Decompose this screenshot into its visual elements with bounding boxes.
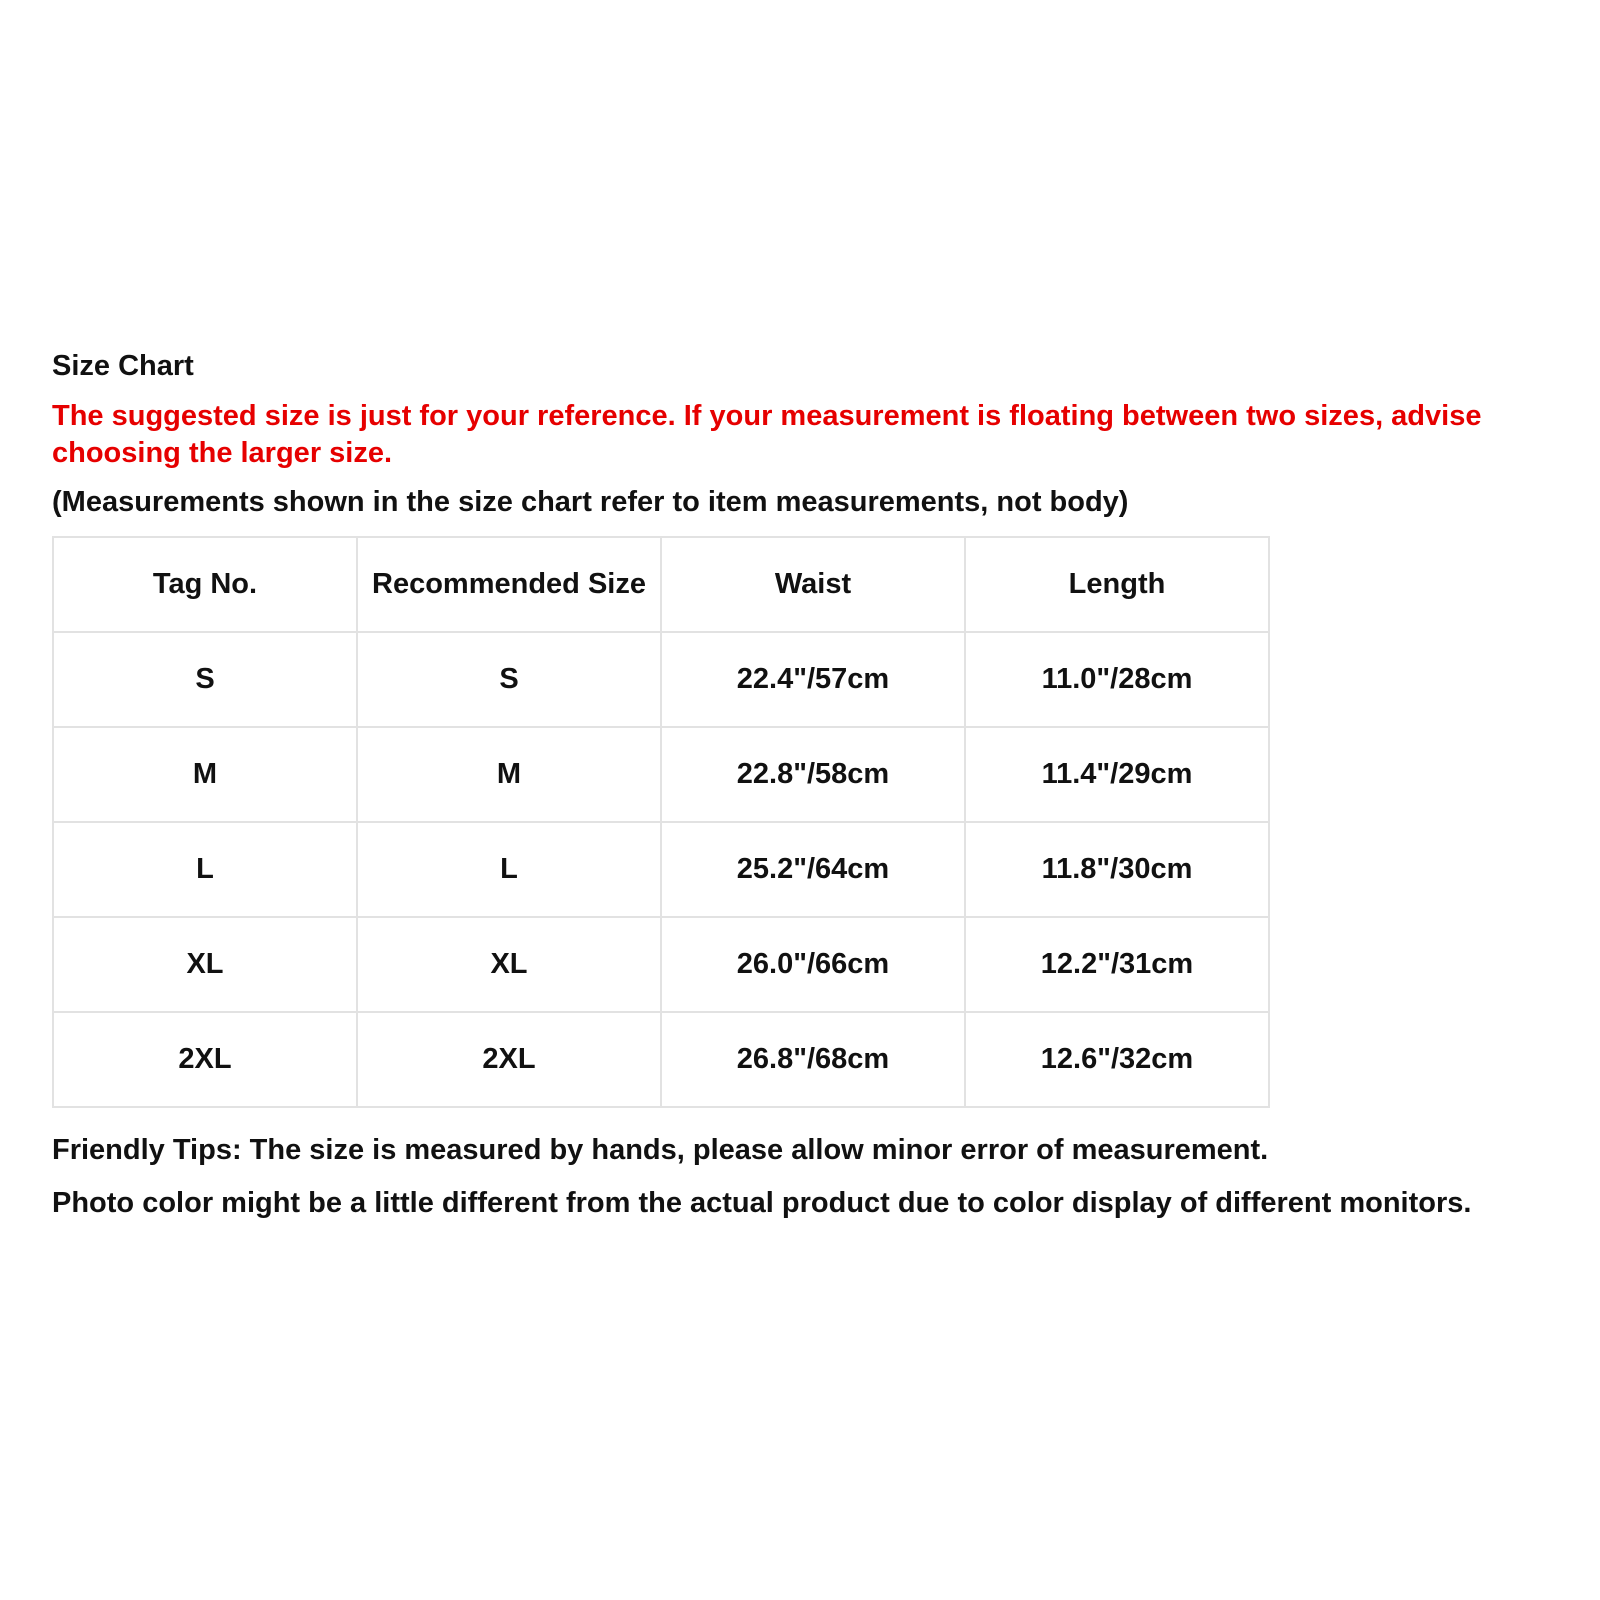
header-recommended-size: Recommended Size — [357, 537, 661, 632]
cell-waist: 22.8"/58cm — [661, 727, 965, 822]
cell-length: 11.0"/28cm — [965, 632, 1269, 727]
size-chart-content — [52, 348, 1572, 1238]
cell-waist: 25.2"/64cm — [661, 822, 965, 917]
cell-tag-no: L — [53, 822, 357, 917]
table-header-row — [53, 537, 1269, 632]
cell-tag-no: S — [53, 632, 357, 727]
table-row — [53, 822, 1269, 917]
cell-waist: 26.8"/68cm — [661, 1012, 965, 1107]
size-table — [52, 536, 1270, 1108]
table-row — [53, 917, 1269, 1012]
cell-waist: 22.4"/57cm — [661, 632, 965, 727]
cell-length: 11.4"/29cm — [965, 727, 1269, 822]
header-waist: Waist — [661, 537, 965, 632]
page-title: Size Chart — [52, 350, 194, 382]
cell-recommended-size: M — [357, 727, 661, 822]
size-suggestion-note: The suggested size is just for your reference. If your measurement is floating between two sizes, advise choosing the larger size. — [52, 400, 1482, 469]
table-row — [53, 632, 1269, 727]
table-row — [53, 1012, 1269, 1107]
cell-length: 11.8"/30cm — [965, 822, 1269, 917]
cell-recommended-size: XL — [357, 917, 661, 1012]
cell-recommended-size: S — [357, 632, 661, 727]
cell-length: 12.2"/31cm — [965, 917, 1269, 1012]
cell-tag-no: M — [53, 727, 357, 822]
header-length: Length — [965, 537, 1269, 632]
header-tag-no: Tag No. — [53, 537, 357, 632]
cell-length: 12.6"/32cm — [965, 1012, 1269, 1107]
tips-section — [52, 1132, 1572, 1221]
cell-waist: 26.0"/66cm — [661, 917, 965, 1012]
cell-recommended-size: L — [357, 822, 661, 917]
measurement-note: (Measurements shown in the size chart refer to item measurements, not body) — [52, 486, 1129, 518]
color-disclaimer: Photo color might be a little different from the actual product due to color display of different monitors. — [52, 1187, 1472, 1219]
cell-recommended-size: 2XL — [357, 1012, 661, 1107]
friendly-tip: Friendly Tips: The size is measured by hands, please allow minor error of measurement. — [52, 1134, 1269, 1166]
table-row — [53, 727, 1269, 822]
cell-tag-no: 2XL — [53, 1012, 357, 1107]
cell-tag-no: XL — [53, 917, 357, 1012]
